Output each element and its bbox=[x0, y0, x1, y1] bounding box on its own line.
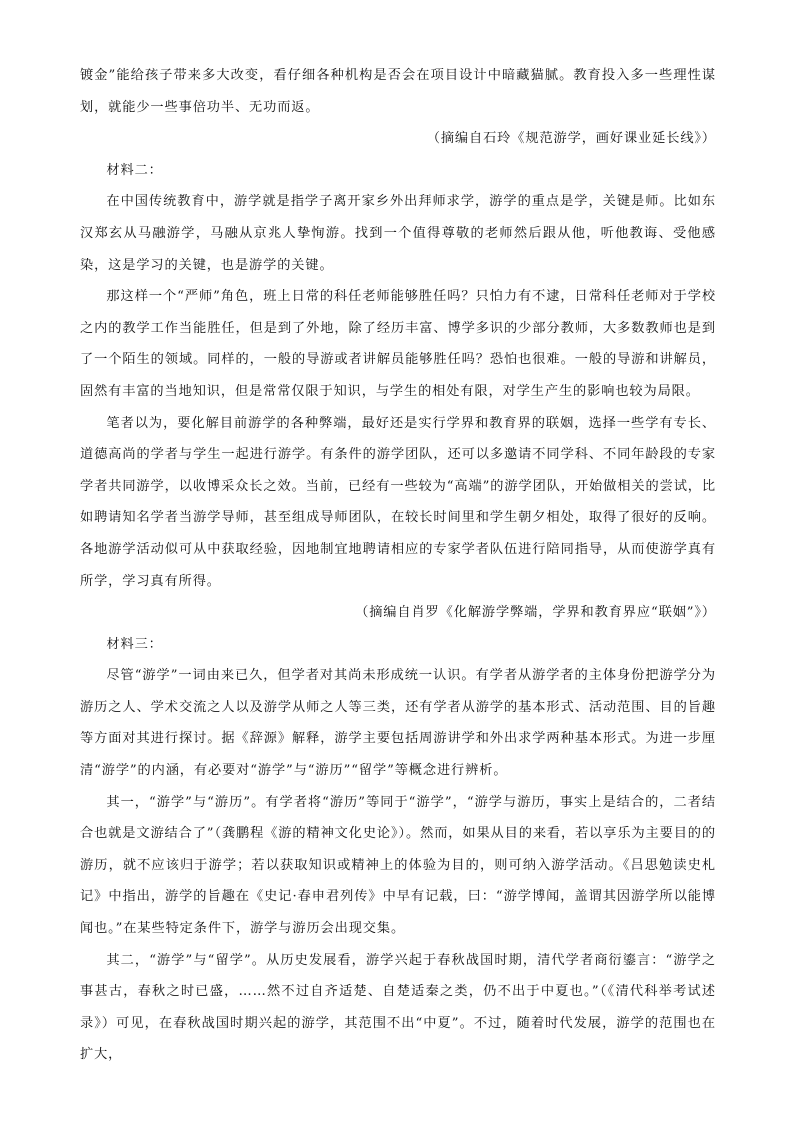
source-citation-2: （摘编自肖罗《化解游学弊端，学界和教育界应“联姻”》） bbox=[355, 605, 716, 621]
paragraph-material-3-c: 其二，“游学”与“留学”。从历史发展看，游学兴起于春秋战国时期，清代学者商衍鎏言：“游学之事甚古，春秋之时已盛，……然不过自齐适楚、自楚适秦之类，仍不出于中夏也。”（《清代科举考试述录》）可见，在春秋战国时期兴起的游学，其范围不出“中夏”。不过，随着时代发展，游学的范围也在扩大， bbox=[80, 952, 716, 1063]
source-citation-1: （摘编自石玲《规范游学，画好课业延长线》） bbox=[426, 131, 716, 147]
section-label-material-2: 材料二： bbox=[106, 162, 163, 178]
section-label-material-3: 材料三： bbox=[106, 636, 163, 652]
paragraph-material-3-a: 尽管“游学”一词由来已久，但学者对其尚未形成统一认识。有学者从游学者的主体身份把游学分为游历之人、学术交流之人以及游学从师之人等三类，还有学者从游学的基本形式、活动范围、目的旨趣等方面对其进行探讨。据《辞源》解释，游学主要包括周游讲学和外出求学两种基本形式。为进一步厘清“游学”的内涵，有必要对“游学”与“游历”“留学”等概念进行辨析。 bbox=[80, 668, 716, 779]
paragraph-intro: 镀金”能给孩子带来多大改变，看仔细各种机构是否会在项目设计中暗藏猫腻。教育投入多一些理性谋划，就能少一些事倍功半、无功而返。 bbox=[80, 68, 716, 115]
paragraph-material-2-b: 那这样一个“严师”角色，班上日常的科任老师能够胜任吗？只怕力有不逮，日常科任老师对于学校之内的教学工作当能胜任，但是到了外地，除了经历丰富、博学多识的少部分教师，大多数教师也是到了一个陌生的领域。同样的，一般的导游或者讲解员能够胜任吗？恐怕也很难。一般的导游和讲解员，固然有丰富的当地知识，但是常常仅限于知识，与学生的相处有限，对学生产生的影响也较为局限。 bbox=[80, 289, 716, 399]
paragraph-material-2-a: 在中国传统教育中，游学就是指学子离开家乡外出拜师求学，游学的重点是学，关键是师。比如东汉郑玄从马融游学，马融从京兆人挚恂游。找到一个值得尊敬的老师然后跟从他，听他教诲、受他感染，这是学习的关键，也是游学的关键。 bbox=[80, 194, 716, 273]
paragraph-material-3-b: 其一，“游学”与“游历”。有学者将“游历”等同于“游学”，“游学与游历，事实上是结合的，二者结合也就是文游结合了”（龚鹏程《游的精神文化史论》）。然而，如果从目的来看，若以享乐为主要目的的游历，就不应该归于游学；若以获取知识或精神上的体验为目的，则可纳入游学活动。《吕思勉读史札记》中指出，游学的旨趣在《史记·春申君列传》中早有记载，曰：“游学博闻，盖谓其因游学所以能博闻也。”在某些特定条件下，游学与游历会出现交集。 bbox=[80, 794, 716, 937]
paragraph-material-2-c: 笔者以为，要化解目前游学的各种弊端，最好还是实行学界和教育界的联姻，选择一些学有专长、道德高尚的学者与学生一起进行游学。有条件的游学团队，还可以多邀请不同学科、不同年龄段的专家学者共同游学，以收博采众长之效。当前，已经有一些较为“高端”的游学团队，开始做相关的尝试，比如聘请知名学者当游学导师，甚至组成导师团队，在较长时间里和学生朝夕相处，取得了很好的反响。各地游学活动似可从中获取经验，因地制宜地聘请相应的专家学者队伍进行陪同指导，从而使游学真有所学，学习真有所得。 bbox=[80, 415, 716, 589]
